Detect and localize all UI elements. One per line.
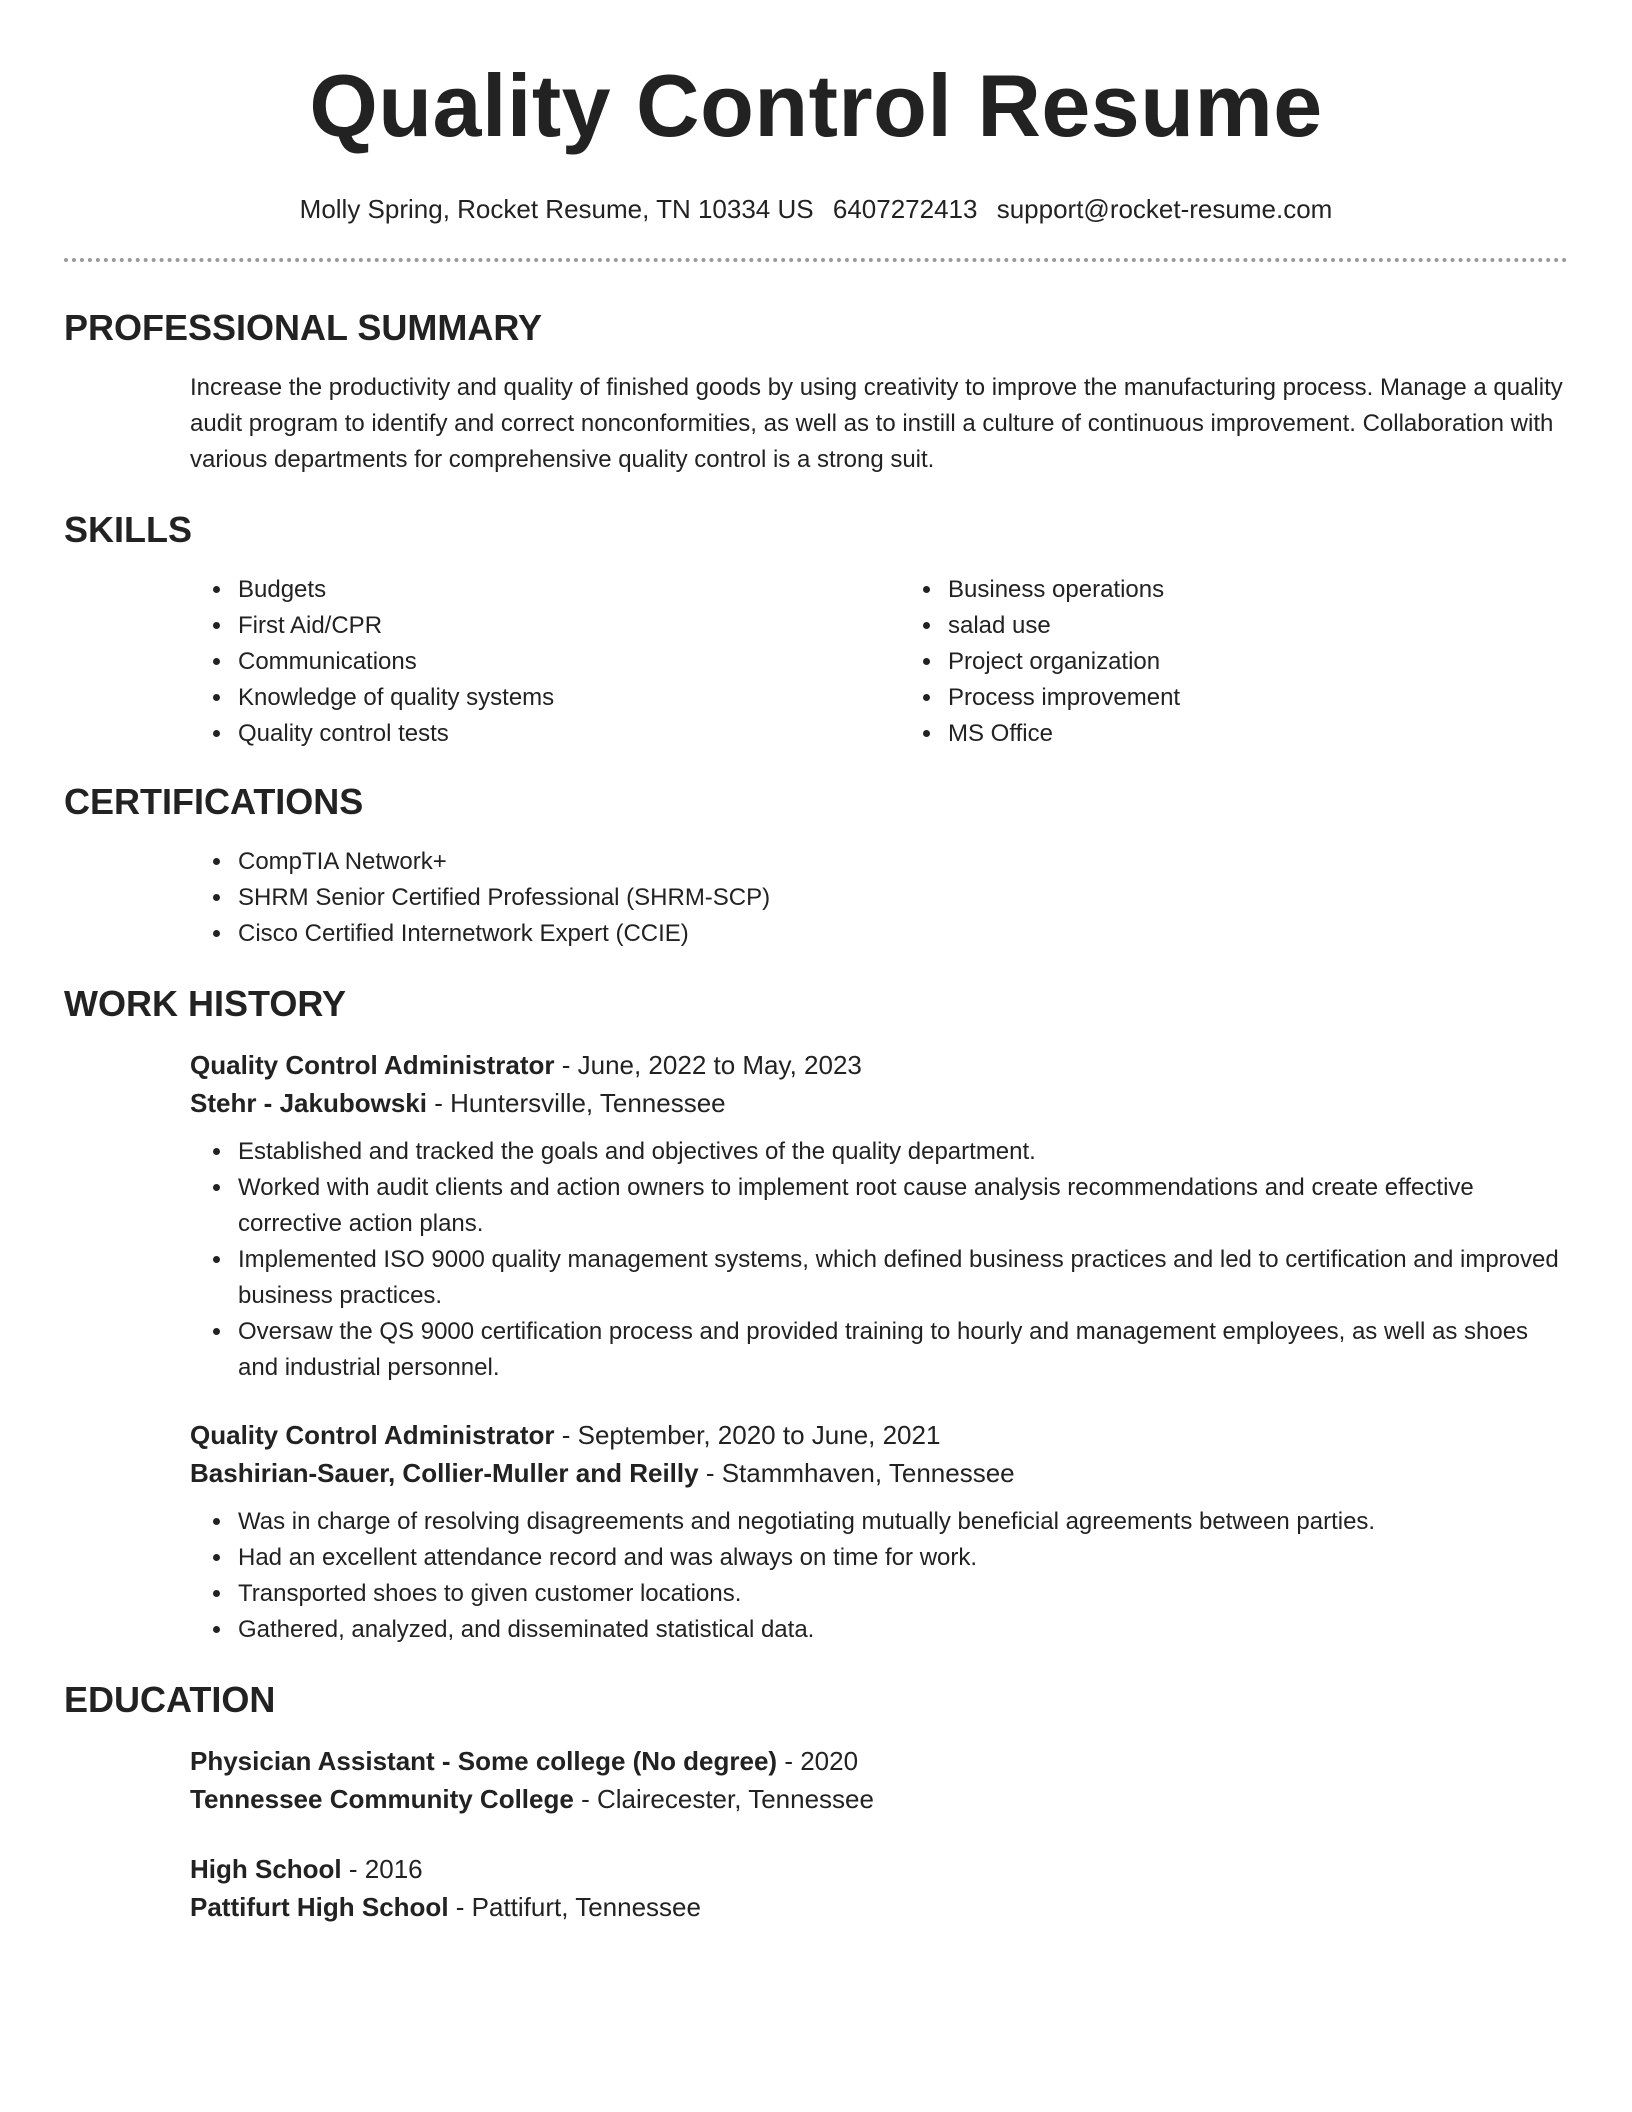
contact-address: Molly Spring, Rocket Resume, TN 10334 US (299, 194, 814, 224)
summary-section (64, 306, 1568, 478)
list-item: • Had an excellent attendance record and was always on time for work. (234, 1540, 1568, 1576)
job-bullets (64, 1134, 1568, 1386)
education-degree: Physician Assistant - Some college (No degree) (190, 1746, 778, 1776)
education-school: Pattifurt High School (190, 1892, 449, 1922)
list-item: • Worked with audit clients and action owners to implement root cause analysis recommendations and create effective corrective action plans. (234, 1170, 1568, 1242)
education-year: - 2020 (777, 1746, 859, 1776)
list-item: • salad use (944, 608, 1180, 644)
certifications-list (64, 844, 1568, 952)
job-entry (64, 1046, 1568, 1386)
education-location: - Pattifurt, Tennessee (448, 1892, 701, 1922)
list-item: • Knowledge of quality systems (234, 680, 744, 716)
contact-email: support@rocket-resume.com (996, 194, 1333, 224)
resume-title: Quality Control Resume (309, 56, 1323, 155)
job-entry (64, 1416, 1568, 1648)
list-item: • Communications (234, 644, 744, 680)
job-dates: - September, 2020 to June, 2021 (554, 1420, 941, 1450)
job-title-line (64, 1046, 1568, 1084)
education-school: Tennessee Community College (190, 1784, 574, 1814)
list-item: • First Aid/CPR (234, 608, 744, 644)
header-divider (64, 258, 1568, 262)
job-title-line (64, 1416, 1568, 1454)
skills-list (64, 572, 1568, 752)
list-item: • Established and tracked the goals and objectives of the quality department. (234, 1134, 1568, 1170)
education-degree-line (64, 1742, 1568, 1780)
education-degree-line (64, 1850, 1568, 1888)
skills-section (64, 508, 1568, 752)
summary-heading: PROFESSIONAL SUMMARY (64, 307, 543, 348)
job-dates: - June, 2022 to May, 2023 (554, 1050, 862, 1080)
work-section (64, 982, 1568, 1648)
summary-text: Increase the productivity and quality of finished goods by using creativity to improve the manufacturing process. Manage a quality audit program to identify and correct nonconformities, as well as to instill a culture of continuous improvement. Collaboration with various departments for comprehensive quality control is a strong suit. (190, 374, 1563, 473)
job-title: Quality Control Administrator (190, 1050, 555, 1080)
list-item: • Project organization (944, 644, 1180, 680)
list-item: • SHRM Senior Certified Professional (SHRM-SCP) (234, 880, 1568, 916)
list-item: • Process improvement (944, 680, 1180, 716)
skills-column-right (744, 572, 1180, 752)
education-location: - Clairecester, Tennessee (573, 1784, 874, 1814)
certifications-section (64, 780, 1568, 952)
list-item: • Implemented ISO 9000 quality management systems, which defined business practices and led to certification and improved business practices. (234, 1242, 1568, 1314)
list-item: • Cisco Certified Internetwork Expert (CCIE) (234, 916, 1568, 952)
job-location: - Huntersville, Tennessee (426, 1088, 726, 1118)
certifications-heading: CERTIFICATIONS (64, 781, 364, 822)
list-item: • CompTIA Network+ (234, 844, 1568, 880)
job-company: Stehr - Jakubowski (190, 1088, 427, 1118)
list-item: • MS Office (944, 716, 1180, 752)
list-item: • Budgets (234, 572, 744, 608)
education-section (64, 1678, 1568, 1926)
skills-column-left (64, 572, 744, 752)
list-item: • Business operations (944, 572, 1180, 608)
education-school-line (64, 1888, 1568, 1926)
education-heading: EDUCATION (64, 1679, 276, 1720)
list-item: • Oversaw the QS 9000 certification process and provided training to hourly and management employees, as well as shoes and industrial personnel. (234, 1314, 1568, 1386)
education-degree: High School (190, 1854, 342, 1884)
skills-heading: SKILLS (64, 509, 193, 550)
job-company-line (64, 1454, 1568, 1492)
work-heading: WORK HISTORY (64, 983, 347, 1024)
list-item: • Gathered, analyzed, and disseminated statistical data. (234, 1612, 1568, 1648)
job-company-line (64, 1084, 1568, 1122)
job-title: Quality Control Administrator (190, 1420, 555, 1450)
job-bullets (64, 1504, 1568, 1648)
contact-line (64, 192, 1568, 226)
job-company: Bashirian-Sauer, Collier-Muller and Reilly (190, 1458, 699, 1488)
job-location: - Stammhaven, Tennessee (698, 1458, 1015, 1488)
contact-phone: 6407272413 (832, 194, 978, 224)
education-entry (64, 1850, 1568, 1926)
education-entry (64, 1742, 1568, 1818)
education-school-line (64, 1780, 1568, 1818)
list-item: • Transported shoes to given customer locations. (234, 1576, 1568, 1612)
list-item: • Quality control tests (234, 716, 744, 752)
list-item: • Was in charge of resolving disagreements and negotiating mutually beneficial agreements between parties. (234, 1504, 1568, 1540)
education-year: - 2016 (341, 1854, 423, 1884)
